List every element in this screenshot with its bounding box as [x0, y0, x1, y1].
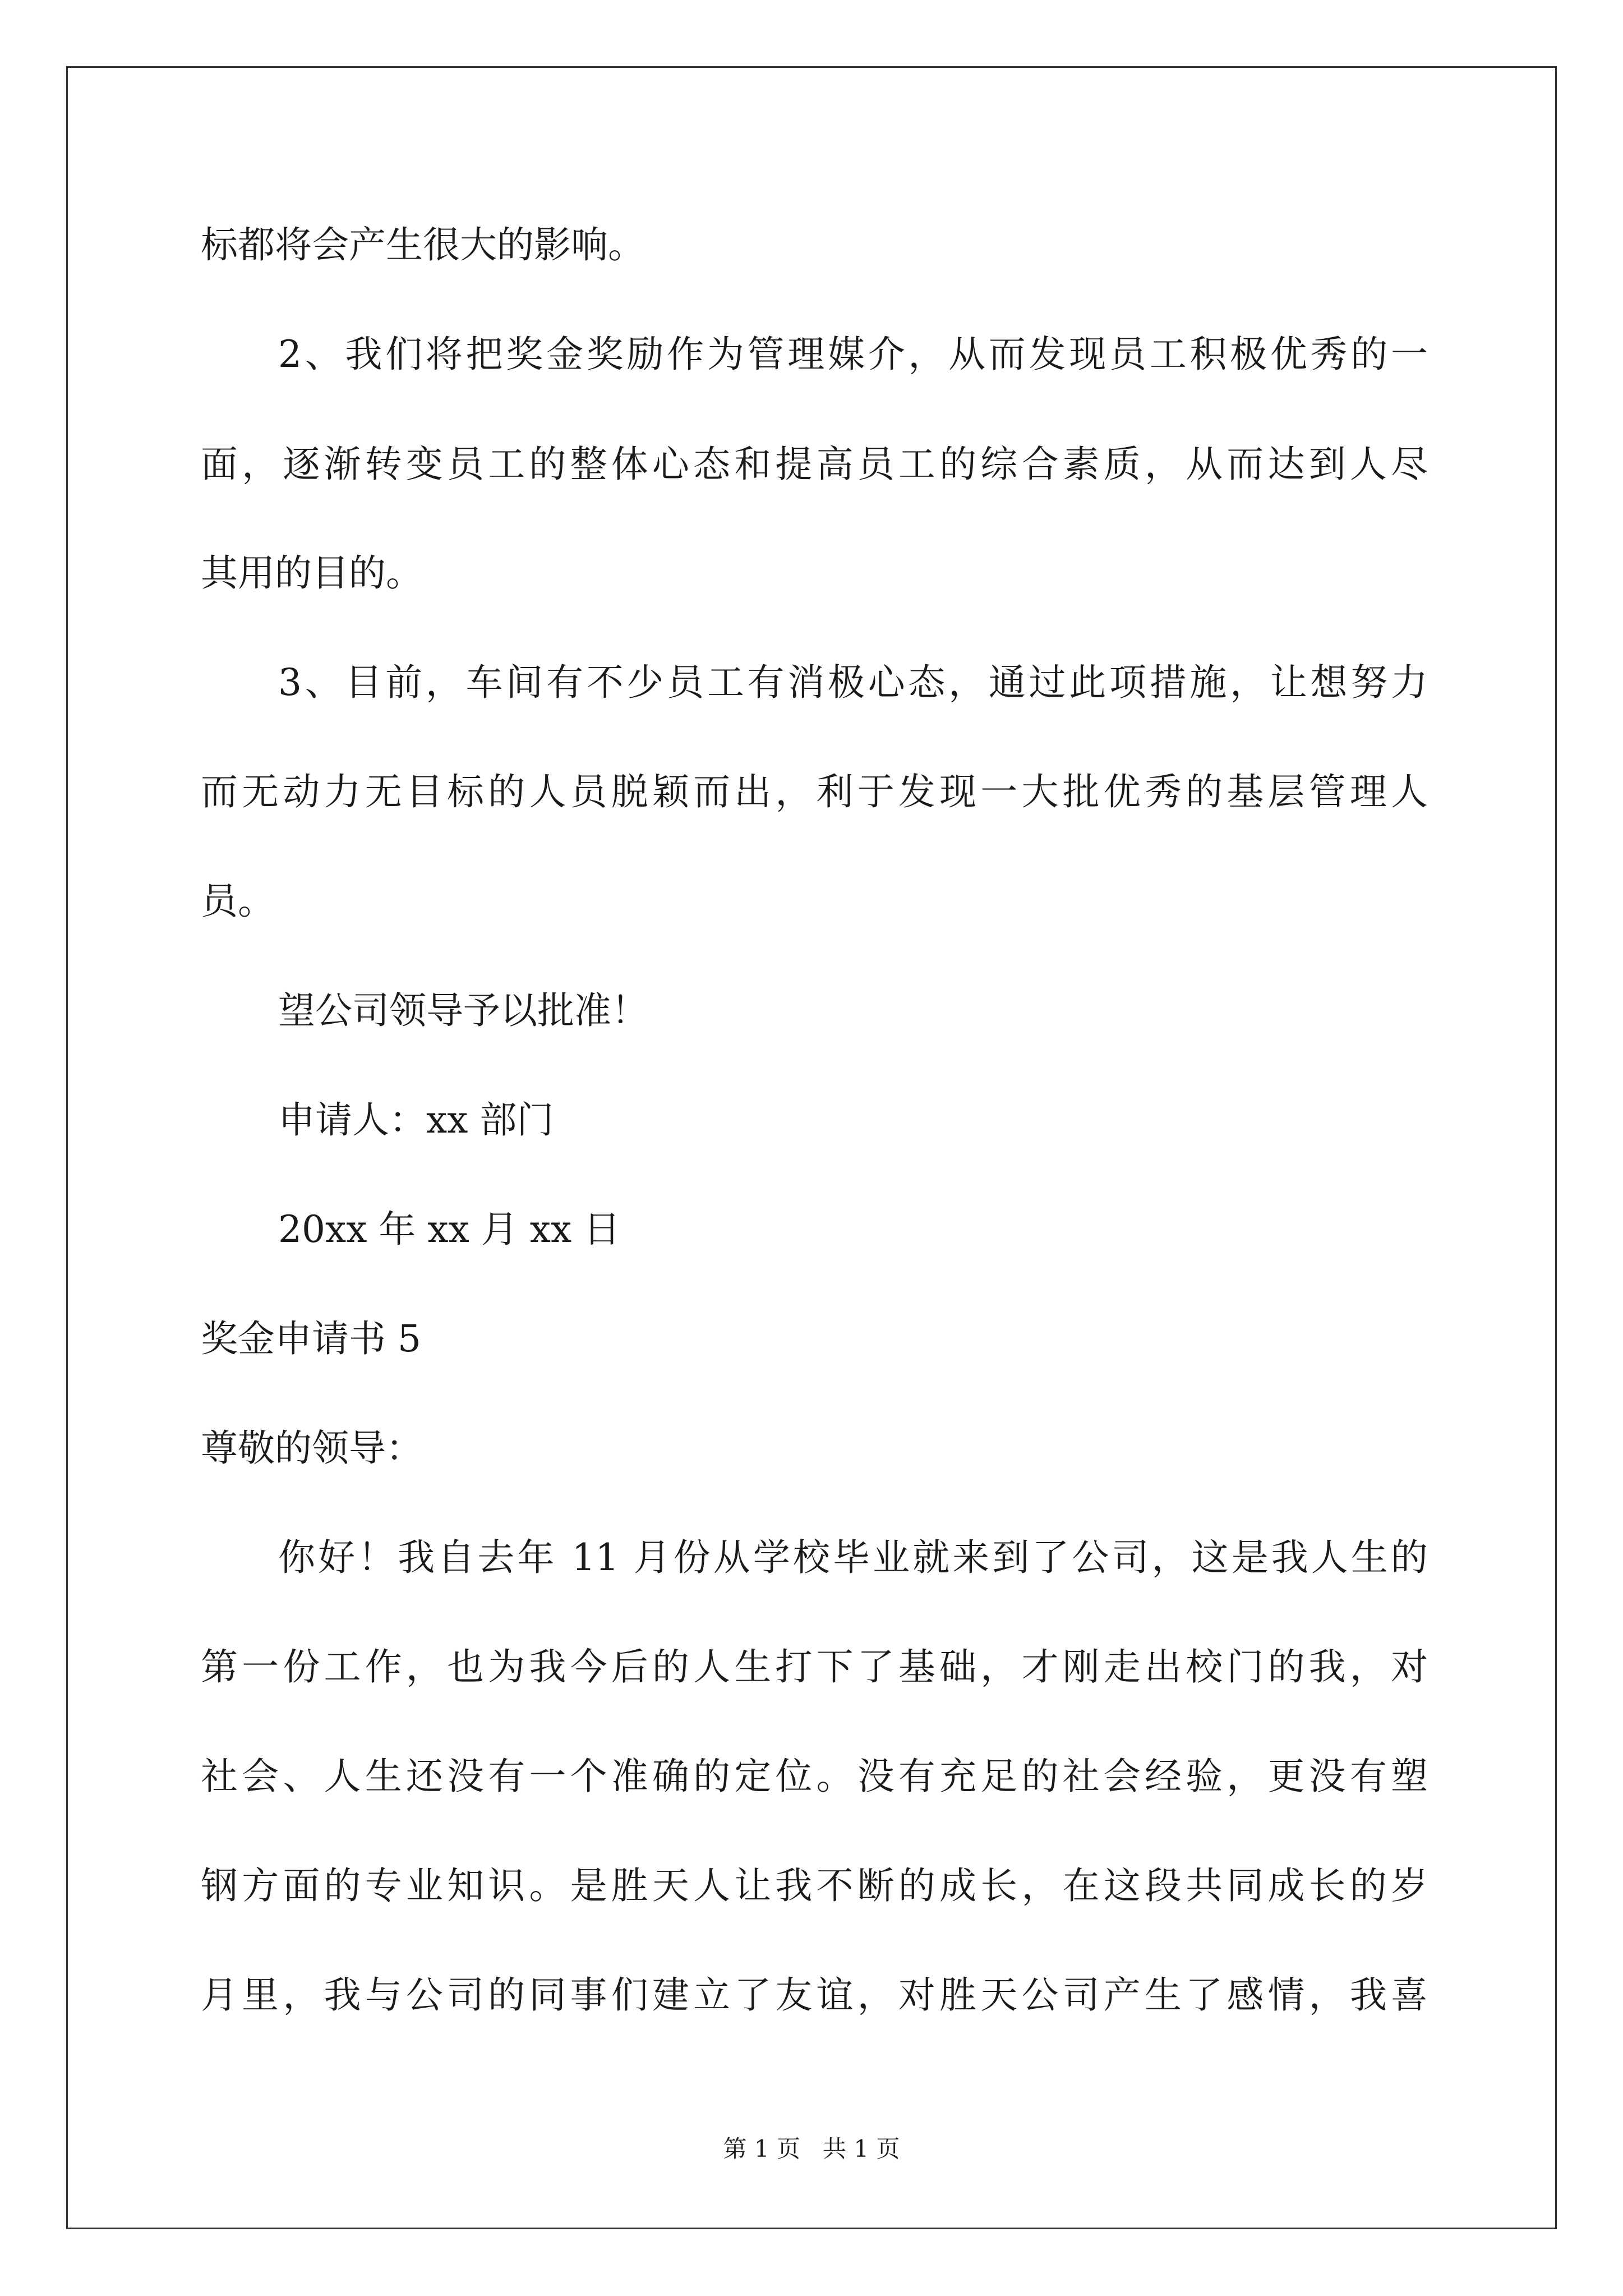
text-line-7: 员。	[201, 880, 275, 923]
text-line-3: 面，逐渐转变员工的整体心态和提高员工的综合素质，从而达到人尽	[201, 443, 1428, 486]
text-line-15: 社会、人生还没有一个准确的定位。没有充足的社会经验，更没有塑	[201, 1755, 1428, 1798]
section-heading: 奖金申请书 5	[201, 1317, 421, 1360]
text-line-4: 其用的目的。	[201, 551, 423, 595]
text-line-17: 月里，我与公司的同事们建立了友谊，对胜天公司产生了感情，我喜	[201, 1973, 1428, 2017]
signature-applicant: 申请人：xx 部门	[278, 1098, 554, 1142]
text-line-6: 而无动力无目标的人员脱颖而出，利于发现一大批优秀的基层管理人	[201, 770, 1428, 813]
text-line-13: 你好！我自去年 11 月份从学校毕业就来到了公司，这是我人生的	[278, 1536, 1428, 1579]
salutation: 尊敬的领导：	[201, 1427, 423, 1470]
text-line-1: 标都将会产生很大的影响。	[201, 223, 645, 266]
text-line-8: 望公司领导予以批准！	[278, 989, 648, 1032]
signature-date: 20xx 年 xx 月 xx 日	[278, 1208, 621, 1251]
text-line-2: 2、我们将把奖金奖励作为管理媒介，从而发现员工积极优秀的一	[278, 333, 1428, 376]
page-footer: 第 1 页 共 1 页	[723, 2135, 900, 2162]
text-line-16: 钢方面的专业知识。是胜天人让我不断的成长，在这段共同成长的岁	[201, 1864, 1428, 1907]
text-line-14: 第一份工作，也为我今后的人生打下了基础，才刚走出校门的我，对	[201, 1645, 1428, 1688]
text-line-5: 3、目前，车间有不少员工有消极心态，通过此项措施，让想努力	[278, 661, 1428, 704]
